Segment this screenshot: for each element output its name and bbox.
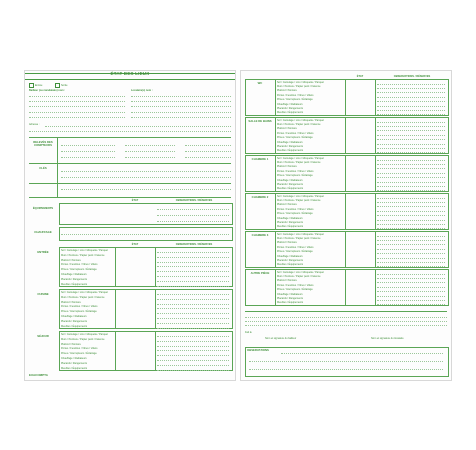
legal-line bbox=[245, 325, 447, 326]
room-obs-line[interactable] bbox=[377, 291, 445, 292]
obs-final-line[interactable] bbox=[249, 361, 443, 362]
room-item-label: Portes / Fenêtres / Vitres / Volets bbox=[277, 283, 314, 287]
room-item-label: Chauffage / Radiateurs bbox=[277, 102, 303, 106]
room-item-label: Placards / Rangements bbox=[61, 277, 87, 281]
room-item-label: Sol / Carrelage / Lino / Moquette / Parquet bbox=[277, 80, 324, 84]
room-item-label: Placards / Rangements bbox=[277, 258, 303, 262]
divider bbox=[375, 231, 376, 268]
room-obs-line[interactable] bbox=[377, 186, 445, 187]
room-obs-line[interactable] bbox=[157, 294, 229, 295]
observations-box[interactable] bbox=[245, 347, 449, 377]
room-item-label: Meubles / Équipements bbox=[277, 187, 304, 191]
right-form-page bbox=[240, 70, 452, 381]
meter-line[interactable] bbox=[185, 157, 231, 158]
room-obs-line[interactable] bbox=[377, 190, 445, 191]
observations-label: OBSERVATIONS bbox=[247, 348, 269, 352]
room-name: CHAMBRE 1 bbox=[251, 157, 269, 161]
room-obs-line[interactable] bbox=[377, 249, 445, 250]
room-item-label: Plafond / Peinture bbox=[277, 127, 297, 131]
obs-final-line[interactable] bbox=[281, 353, 443, 354]
room-obs-line[interactable] bbox=[157, 365, 229, 366]
room-item-label: Prises / Interrupteurs / Éclairage bbox=[61, 310, 97, 314]
room-item-label: Meubles / Équipements bbox=[277, 225, 304, 229]
room-obs-line[interactable] bbox=[377, 228, 445, 229]
room-obs-line[interactable] bbox=[157, 308, 229, 309]
divider bbox=[275, 117, 276, 154]
room-item-label: Prises / Interrupteurs / Éclairage bbox=[61, 352, 97, 356]
room-item-label: Portes / Fenêtres / Vitres / Volets bbox=[277, 131, 314, 135]
room-item-label: Meubles / Équipements bbox=[277, 263, 304, 267]
room-item-label: Murs / Peinture / Papier peint / Faïence bbox=[277, 84, 321, 88]
entree-label: Entrée bbox=[35, 84, 43, 88]
room-item-label: Murs / Peinture / Papier peint / Faïence bbox=[277, 274, 321, 278]
room-item-label: Plafond / Peinture bbox=[277, 89, 297, 93]
divider bbox=[275, 231, 276, 268]
room-obs-line[interactable] bbox=[157, 355, 229, 356]
room-item-label: Murs / Peinture / Papier peint / Faïence bbox=[61, 337, 105, 341]
meter-line[interactable] bbox=[125, 145, 175, 146]
room-obs-line[interactable] bbox=[377, 240, 445, 241]
room-item-label: Chauffage / Radiateurs bbox=[61, 273, 87, 276]
locataire-line[interactable] bbox=[131, 96, 231, 97]
room-obs-line[interactable] bbox=[377, 92, 445, 93]
room-obs-line[interactable] bbox=[377, 110, 445, 111]
room-obs-line[interactable] bbox=[377, 278, 445, 279]
room-obs-line[interactable] bbox=[377, 258, 445, 259]
meter-line[interactable] bbox=[125, 157, 175, 158]
etat-header: ÉTAT bbox=[131, 199, 139, 202]
sign-date-label: Fait le bbox=[245, 331, 252, 334]
bailleur-line-3[interactable] bbox=[29, 106, 125, 107]
room-obs-line[interactable] bbox=[157, 257, 229, 258]
room-obs-line[interactable] bbox=[377, 202, 445, 203]
releves-label: RELEVÉS DES COMPTEURS bbox=[33, 140, 53, 147]
room-item-label: Meubles / Équipements bbox=[61, 324, 88, 328]
room-obs-line[interactable] bbox=[377, 168, 445, 169]
room-item-label: Prises / Interrupteurs / Éclairage bbox=[277, 174, 313, 178]
room-item-label: Sol / Carrelage / Lino / Moquette / Parquet bbox=[61, 333, 108, 336]
room-obs-line[interactable] bbox=[377, 262, 445, 263]
cles-label: CLÉS bbox=[39, 166, 47, 170]
divider bbox=[115, 289, 116, 329]
room-item-label: Murs / Peinture / Papier peint / Faïence bbox=[277, 236, 321, 240]
room-obs-line[interactable] bbox=[377, 198, 445, 199]
room-item-label: Meubles / Équipements bbox=[277, 149, 304, 153]
obs-line[interactable] bbox=[157, 221, 229, 222]
room-obs-line[interactable] bbox=[377, 211, 445, 212]
heating-line[interactable] bbox=[61, 234, 229, 235]
sortie-label: Sortie bbox=[61, 84, 68, 88]
room-obs-line[interactable] bbox=[157, 336, 229, 337]
room-obs-line[interactable] bbox=[377, 84, 445, 85]
room-obs-line[interactable] bbox=[377, 224, 445, 225]
obs-header-right: OBSERVATIONS / RÉSERVES bbox=[393, 75, 431, 78]
room-obs-line[interactable] bbox=[157, 328, 229, 329]
room-item-label: Portes / Fenêtres / Vitres / Volets bbox=[277, 245, 314, 249]
room-item-label: Prises / Interrupteurs / Éclairage bbox=[277, 212, 313, 216]
room-item-label: Murs / Peinture / Papier peint / Faïence bbox=[61, 295, 105, 299]
room-obs-line[interactable] bbox=[377, 287, 445, 288]
room-item-label: Plafond / Peinture bbox=[277, 241, 297, 245]
room-obs-line[interactable] bbox=[377, 274, 445, 275]
room-item-label: Placards / Rangements bbox=[277, 106, 303, 110]
divider bbox=[155, 289, 156, 329]
obs-line[interactable] bbox=[157, 215, 229, 216]
locataire-label: Locataire(s) nom : bbox=[131, 89, 153, 92]
divider bbox=[375, 117, 376, 154]
room-sejour-label: SÉJOUR bbox=[37, 334, 49, 338]
divider bbox=[275, 193, 276, 230]
room-name: SALLE DE BAINS bbox=[248, 119, 272, 123]
locataire-line-5[interactable] bbox=[131, 117, 231, 118]
locataire-line-3[interactable] bbox=[131, 106, 231, 107]
form-title: ÉTAT DES LIEUX bbox=[110, 71, 150, 76]
room-obs-line[interactable] bbox=[157, 360, 229, 361]
room-item-label: Placards / Rangements bbox=[277, 296, 303, 300]
divider bbox=[275, 79, 276, 116]
obs-final-line[interactable] bbox=[249, 369, 443, 370]
room-item-label: Portes / Fenêtres / Vitres / Volets bbox=[277, 169, 314, 173]
divider bbox=[275, 155, 276, 192]
room-obs-line[interactable] bbox=[377, 135, 445, 136]
obs-header: OBSERVATIONS / RÉSERVES bbox=[175, 199, 213, 202]
divider bbox=[29, 137, 231, 138]
room-obs-line[interactable] bbox=[157, 299, 229, 300]
room-item-label: Portes / Fenêtres / Vitres / Volets bbox=[61, 263, 98, 267]
room-obs-line[interactable] bbox=[157, 350, 229, 351]
room-obs-line[interactable] bbox=[377, 122, 445, 123]
room-item-label: Plafond / Peinture bbox=[277, 165, 297, 169]
keys-line[interactable] bbox=[61, 177, 231, 178]
keys-line[interactable] bbox=[61, 189, 231, 190]
checkbox-entree[interactable] bbox=[29, 83, 42, 88]
etat-header-right: ÉTAT bbox=[356, 75, 364, 78]
bailleur-line-2[interactable] bbox=[29, 101, 125, 102]
room-obs-line[interactable] bbox=[377, 236, 445, 237]
meter-line[interactable] bbox=[125, 151, 175, 152]
divider bbox=[29, 197, 231, 198]
room-obs-line[interactable] bbox=[377, 253, 445, 254]
room-obs-line[interactable] bbox=[377, 106, 445, 107]
room-name: CHAMBRE 3 bbox=[251, 233, 269, 237]
room-obs-line[interactable] bbox=[377, 177, 445, 178]
room-item-label: Meubles / Équipements bbox=[277, 111, 304, 115]
obs-line[interactable] bbox=[157, 209, 229, 210]
room-item-label: Sol / Carrelage / Lino / Moquette / Parquet bbox=[277, 270, 324, 274]
room-item-label: Murs / Peinture / Papier peint / Faïence bbox=[61, 253, 105, 257]
equipements-label: ÉQUIPEMENTS bbox=[32, 206, 54, 210]
room-obs-line[interactable] bbox=[377, 101, 445, 102]
room-item-label: Prises / Interrupteurs / Éclairage bbox=[277, 250, 313, 254]
room-item-label: Placards / Rangements bbox=[277, 182, 303, 186]
bailleur-label: Bailleur (ou mandataire) nom : bbox=[29, 89, 66, 92]
room-item-label: Sol / Carrelage / Lino / Moquette / Parquet bbox=[277, 156, 324, 160]
room-item-label: Murs / Peinture / Papier peint / Faïence bbox=[277, 160, 321, 164]
sign-locataire-label: Nom et signature du locataire bbox=[371, 337, 404, 340]
room-item-label: Placards / Rangements bbox=[277, 220, 303, 224]
room-item-label: Chauffage / Radiateurs bbox=[277, 292, 303, 296]
bailleur-line-4[interactable] bbox=[29, 112, 125, 113]
room-obs-line[interactable] bbox=[157, 281, 229, 282]
adresse-line-2[interactable] bbox=[29, 131, 231, 132]
room-obs-line[interactable] bbox=[157, 323, 229, 324]
room-item-label: Chauffage / Radiateurs bbox=[277, 178, 303, 182]
room-item-label: Sol / Carrelage / Lino / Moquette / Parquet bbox=[277, 194, 324, 198]
left-form-page bbox=[24, 70, 236, 381]
room-item-label: Murs / Peinture / Papier peint / Faïence bbox=[277, 198, 321, 202]
room-obs-line[interactable] bbox=[377, 282, 445, 283]
divider bbox=[345, 193, 346, 230]
obs-header-2: OBSERVATIONS / RÉSERVES bbox=[175, 243, 213, 246]
room-item-label: Murs / Peinture / Papier peint / Faïence bbox=[277, 122, 321, 126]
room-item-label: Placards / Rangements bbox=[277, 144, 303, 148]
room-item-label: Portes / Fenêtres / Vitres / Volets bbox=[277, 207, 314, 211]
room-item-label: Portes / Fenêtres / Vitres / Volets bbox=[277, 93, 314, 97]
room-obs-line[interactable] bbox=[157, 318, 229, 319]
room-item-label: Plafond / Peinture bbox=[61, 342, 81, 346]
divider bbox=[375, 193, 376, 230]
room-item-label: Sol / Carrelage / Lino / Moquette / Parquet bbox=[61, 291, 108, 294]
divider bbox=[375, 79, 376, 116]
meter-line[interactable] bbox=[61, 151, 115, 152]
room-obs-line[interactable] bbox=[157, 286, 229, 287]
divider bbox=[345, 155, 346, 192]
room-obs-line[interactable] bbox=[377, 139, 445, 140]
room-obs-line[interactable] bbox=[377, 300, 445, 301]
divider bbox=[115, 247, 116, 287]
locataire-line-4[interactable] bbox=[131, 112, 231, 113]
divider bbox=[57, 137, 58, 197]
room-item-label: Prises / Interrupteurs / Éclairage bbox=[61, 268, 97, 272]
room-obs-line[interactable] bbox=[157, 266, 229, 267]
room-item-label: Sol / Carrelage / Lino / Moquette / Parquet bbox=[277, 118, 324, 122]
bailleur-line[interactable] bbox=[29, 96, 125, 97]
bailleur-line-5[interactable] bbox=[29, 117, 125, 118]
room-obs-line[interactable] bbox=[157, 304, 229, 305]
divider bbox=[29, 183, 231, 184]
room-item-label: Sol / Carrelage / Lino / Moquette / Parquet bbox=[61, 249, 108, 252]
room-obs-line[interactable] bbox=[157, 271, 229, 272]
room-item-label: Chauffage / Radiateurs bbox=[61, 315, 87, 318]
room-obs-line[interactable] bbox=[157, 276, 229, 277]
divider bbox=[155, 331, 156, 371]
room-obs-line[interactable] bbox=[377, 173, 445, 174]
room-item-label: Placards / Rangements bbox=[61, 361, 87, 365]
room-item-label: Plafond / Peinture bbox=[277, 279, 297, 283]
divider bbox=[375, 269, 376, 306]
room-obs-line[interactable] bbox=[377, 88, 445, 89]
room-obs-line[interactable] bbox=[157, 370, 229, 371]
room-item-label: Portes / Fenêtres / Vitres / Volets bbox=[61, 305, 98, 309]
room-obs-line[interactable] bbox=[157, 346, 229, 347]
sign-bailleur-label: Nom et signature du bailleur bbox=[265, 337, 297, 340]
room-obs-line[interactable] bbox=[377, 215, 445, 216]
divider bbox=[375, 155, 376, 192]
divider bbox=[115, 331, 116, 371]
room-item-label: Meubles / Équipements bbox=[277, 301, 304, 305]
room-obs-line[interactable] bbox=[377, 182, 445, 183]
room-name: CHAMBRE 2 bbox=[251, 195, 269, 199]
room-obs-line[interactable] bbox=[377, 152, 445, 153]
meter-line[interactable] bbox=[185, 145, 231, 146]
room-item-label: Sol / Carrelage / Lino / Moquette / Parquet bbox=[277, 232, 324, 236]
room-obs-line[interactable] bbox=[157, 341, 229, 342]
divider bbox=[245, 311, 447, 312]
keys-line[interactable] bbox=[61, 171, 231, 172]
checkbox-sortie[interactable] bbox=[55, 83, 68, 88]
brand-footer: EXACOMPTA bbox=[29, 373, 48, 377]
room-obs-line[interactable] bbox=[377, 220, 445, 221]
legal-line bbox=[245, 321, 447, 322]
room-item-label: Plafond / Peinture bbox=[61, 300, 81, 304]
legal-line bbox=[245, 317, 447, 318]
room-item-label: Plafond / Peinture bbox=[61, 258, 81, 262]
chauffage-label: CHAUFFAGE bbox=[34, 230, 52, 234]
room-obs-line[interactable] bbox=[377, 160, 445, 161]
room-name: AUTRE PIÈCE bbox=[250, 271, 270, 275]
divider bbox=[345, 79, 346, 116]
room-obs-line[interactable] bbox=[377, 164, 445, 165]
etat-header-2: ÉTAT bbox=[131, 243, 139, 246]
room-cuisine-label: CUISINE bbox=[37, 292, 49, 296]
room-item-label: Chauffage / Radiateurs bbox=[277, 216, 303, 220]
room-obs-line[interactable] bbox=[377, 144, 445, 145]
divider bbox=[345, 269, 346, 306]
room-obs-line[interactable] bbox=[377, 148, 445, 149]
room-item-label: Plafond / Peinture bbox=[277, 203, 297, 207]
room-obs-line[interactable] bbox=[377, 126, 445, 127]
room-obs-line[interactable] bbox=[377, 296, 445, 297]
room-obs-line[interactable] bbox=[377, 206, 445, 207]
divider bbox=[275, 269, 276, 306]
divider bbox=[29, 163, 231, 164]
meter-line[interactable] bbox=[61, 145, 115, 146]
room-obs-line[interactable] bbox=[377, 97, 445, 98]
room-obs-line[interactable] bbox=[157, 313, 229, 314]
adresse-line[interactable] bbox=[45, 126, 231, 127]
adresse-label: Adresse : bbox=[29, 123, 40, 126]
room-item-label: Prises / Interrupteurs / Éclairage bbox=[277, 136, 313, 140]
meter-line[interactable] bbox=[185, 151, 231, 152]
room-obs-line[interactable] bbox=[157, 252, 229, 253]
locataire-line-2[interactable] bbox=[131, 101, 231, 102]
room-item-label: Meubles / Équipements bbox=[61, 366, 88, 370]
room-item-label: Chauffage / Radiateurs bbox=[277, 254, 303, 258]
room-item-label: Chauffage / Radiateurs bbox=[61, 357, 87, 360]
divider bbox=[345, 117, 346, 154]
room-item-label: Placards / Rangements bbox=[61, 319, 87, 323]
room-obs-line[interactable] bbox=[377, 266, 445, 267]
room-obs-line[interactable] bbox=[377, 304, 445, 305]
meter-line[interactable] bbox=[61, 157, 115, 158]
room-item-label: Chauffage / Radiateurs bbox=[277, 140, 303, 144]
room-item-label: Prises / Interrupteurs / Éclairage bbox=[277, 288, 313, 292]
room-item-label: Portes / Fenêtres / Vitres / Volets bbox=[61, 347, 98, 351]
room-obs-line[interactable] bbox=[157, 262, 229, 263]
room-obs-line[interactable] bbox=[377, 130, 445, 131]
divider bbox=[155, 247, 156, 287]
room-entree-label: ENTRÉE bbox=[37, 250, 49, 254]
room-name: WC bbox=[257, 81, 263, 85]
room-obs-line[interactable] bbox=[377, 244, 445, 245]
room-item-label: Meubles / Équipements bbox=[61, 282, 88, 286]
divider bbox=[345, 231, 346, 268]
room-item-label: Prises / Interrupteurs / Éclairage bbox=[277, 98, 313, 102]
room-obs-line[interactable] bbox=[377, 114, 445, 115]
